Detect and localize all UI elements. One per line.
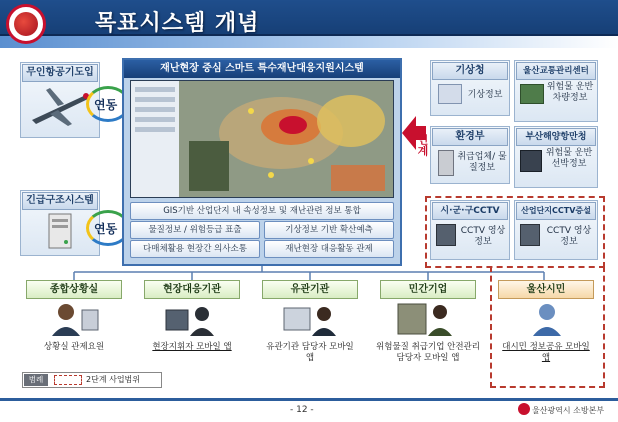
dept-related-agency-label: 유관기관 (262, 280, 358, 299)
cctv-camera-icon (520, 224, 540, 246)
kma-label: 기상청 (432, 62, 508, 80)
page-title: 목표시스템 개념 (95, 11, 260, 36)
dept-citizen-text: 대시민 정보공유 모바일 앱 (502, 342, 590, 363)
company-worker-icon (396, 300, 458, 340)
legend-dashed-swatch (54, 375, 82, 385)
field-commander-icon (162, 302, 222, 338)
dept-private-company-text: 위험물질 취급기업 안전관리 담당자 모바일 앱 (376, 342, 480, 363)
traffic-label: 울산교통관리센터 (516, 62, 596, 80)
map-screen-icon (131, 81, 393, 197)
server-icon (46, 212, 76, 252)
cctv-industrial-label: 산업단지CCTV증설 (516, 202, 596, 220)
func-material: 물질정보 / 위험등급 표출 (130, 221, 260, 239)
footer-logo-icon (518, 403, 530, 415)
cctv-camera-icon (436, 224, 456, 246)
agency-staff-icon (280, 302, 340, 338)
dept-situation-room-text: 상황실 관제요원 (43, 342, 105, 352)
func-communication: 다매체활용 현장간 의사소통 (130, 240, 260, 258)
ship-icon (520, 150, 542, 172)
weather-icon (438, 84, 462, 104)
operator-icon (46, 302, 102, 338)
func-weather: 기상정보 기반 확산예측 (264, 221, 394, 239)
dept-field-response-text: 현장지휘자 모바일 앱 (152, 342, 232, 352)
port-label: 부산해양항만청 (516, 128, 596, 146)
dept-citizen-label: 울산시민 (498, 280, 594, 299)
citizen-icon (530, 302, 564, 338)
right-link-text: 연계 (416, 134, 429, 156)
env-label: 환경부 (432, 128, 508, 146)
port-text: 위험물 운반 선박정보 (545, 148, 593, 169)
func-control: 재난현장 대응활동 관제 (264, 240, 394, 258)
center-system-title: 재난현장 중심 스마트 특수재난대응지원시스템 (124, 60, 400, 78)
fire-department-logo-icon (6, 4, 46, 44)
dept-related-agency-text: 유관기관 담당자 모바일 앱 (266, 342, 354, 363)
cctv-city-text: CCTV 영상정보 (460, 226, 506, 247)
legend-text: 2단계 사업범위 (86, 375, 141, 384)
traffic-text: 위험물 운반 차량정보 (546, 82, 594, 103)
dept-private-company-label: 민간기업 (380, 280, 476, 299)
cctv-industrial-text: CCTV 영상정보 (546, 226, 592, 247)
footer-line (0, 398, 618, 401)
truck-icon (520, 84, 544, 104)
dept-situation-room-label: 종합상황실 (26, 280, 122, 299)
system-screenshot (130, 80, 394, 198)
drone-link-text: 연동 (94, 98, 118, 112)
drone-icon (28, 84, 92, 130)
dept-field-response-label: 현장대응기관 (144, 280, 240, 299)
drone-label: 무인항공기도입 (22, 64, 98, 82)
legend-label: 범례 (24, 374, 48, 386)
rescue-link-text: 연동 (94, 222, 118, 236)
cctv-city-label: 시·군·구CCTV (432, 202, 508, 220)
page-number: - 12 - (290, 405, 314, 415)
rescue-label: 긴급구조시스템 (22, 192, 98, 210)
footer-org: 울산광역시 소방본부 (532, 406, 605, 415)
title-swoosh (0, 34, 618, 48)
kma-text: 기상정보 (467, 90, 503, 100)
env-text: 취급업체/ 물질정보 (457, 152, 507, 173)
document-icon (438, 150, 454, 176)
func-gis: GIS기반 산업단지 내 속성정보 및 재난관련 정보 통합 (130, 202, 394, 220)
